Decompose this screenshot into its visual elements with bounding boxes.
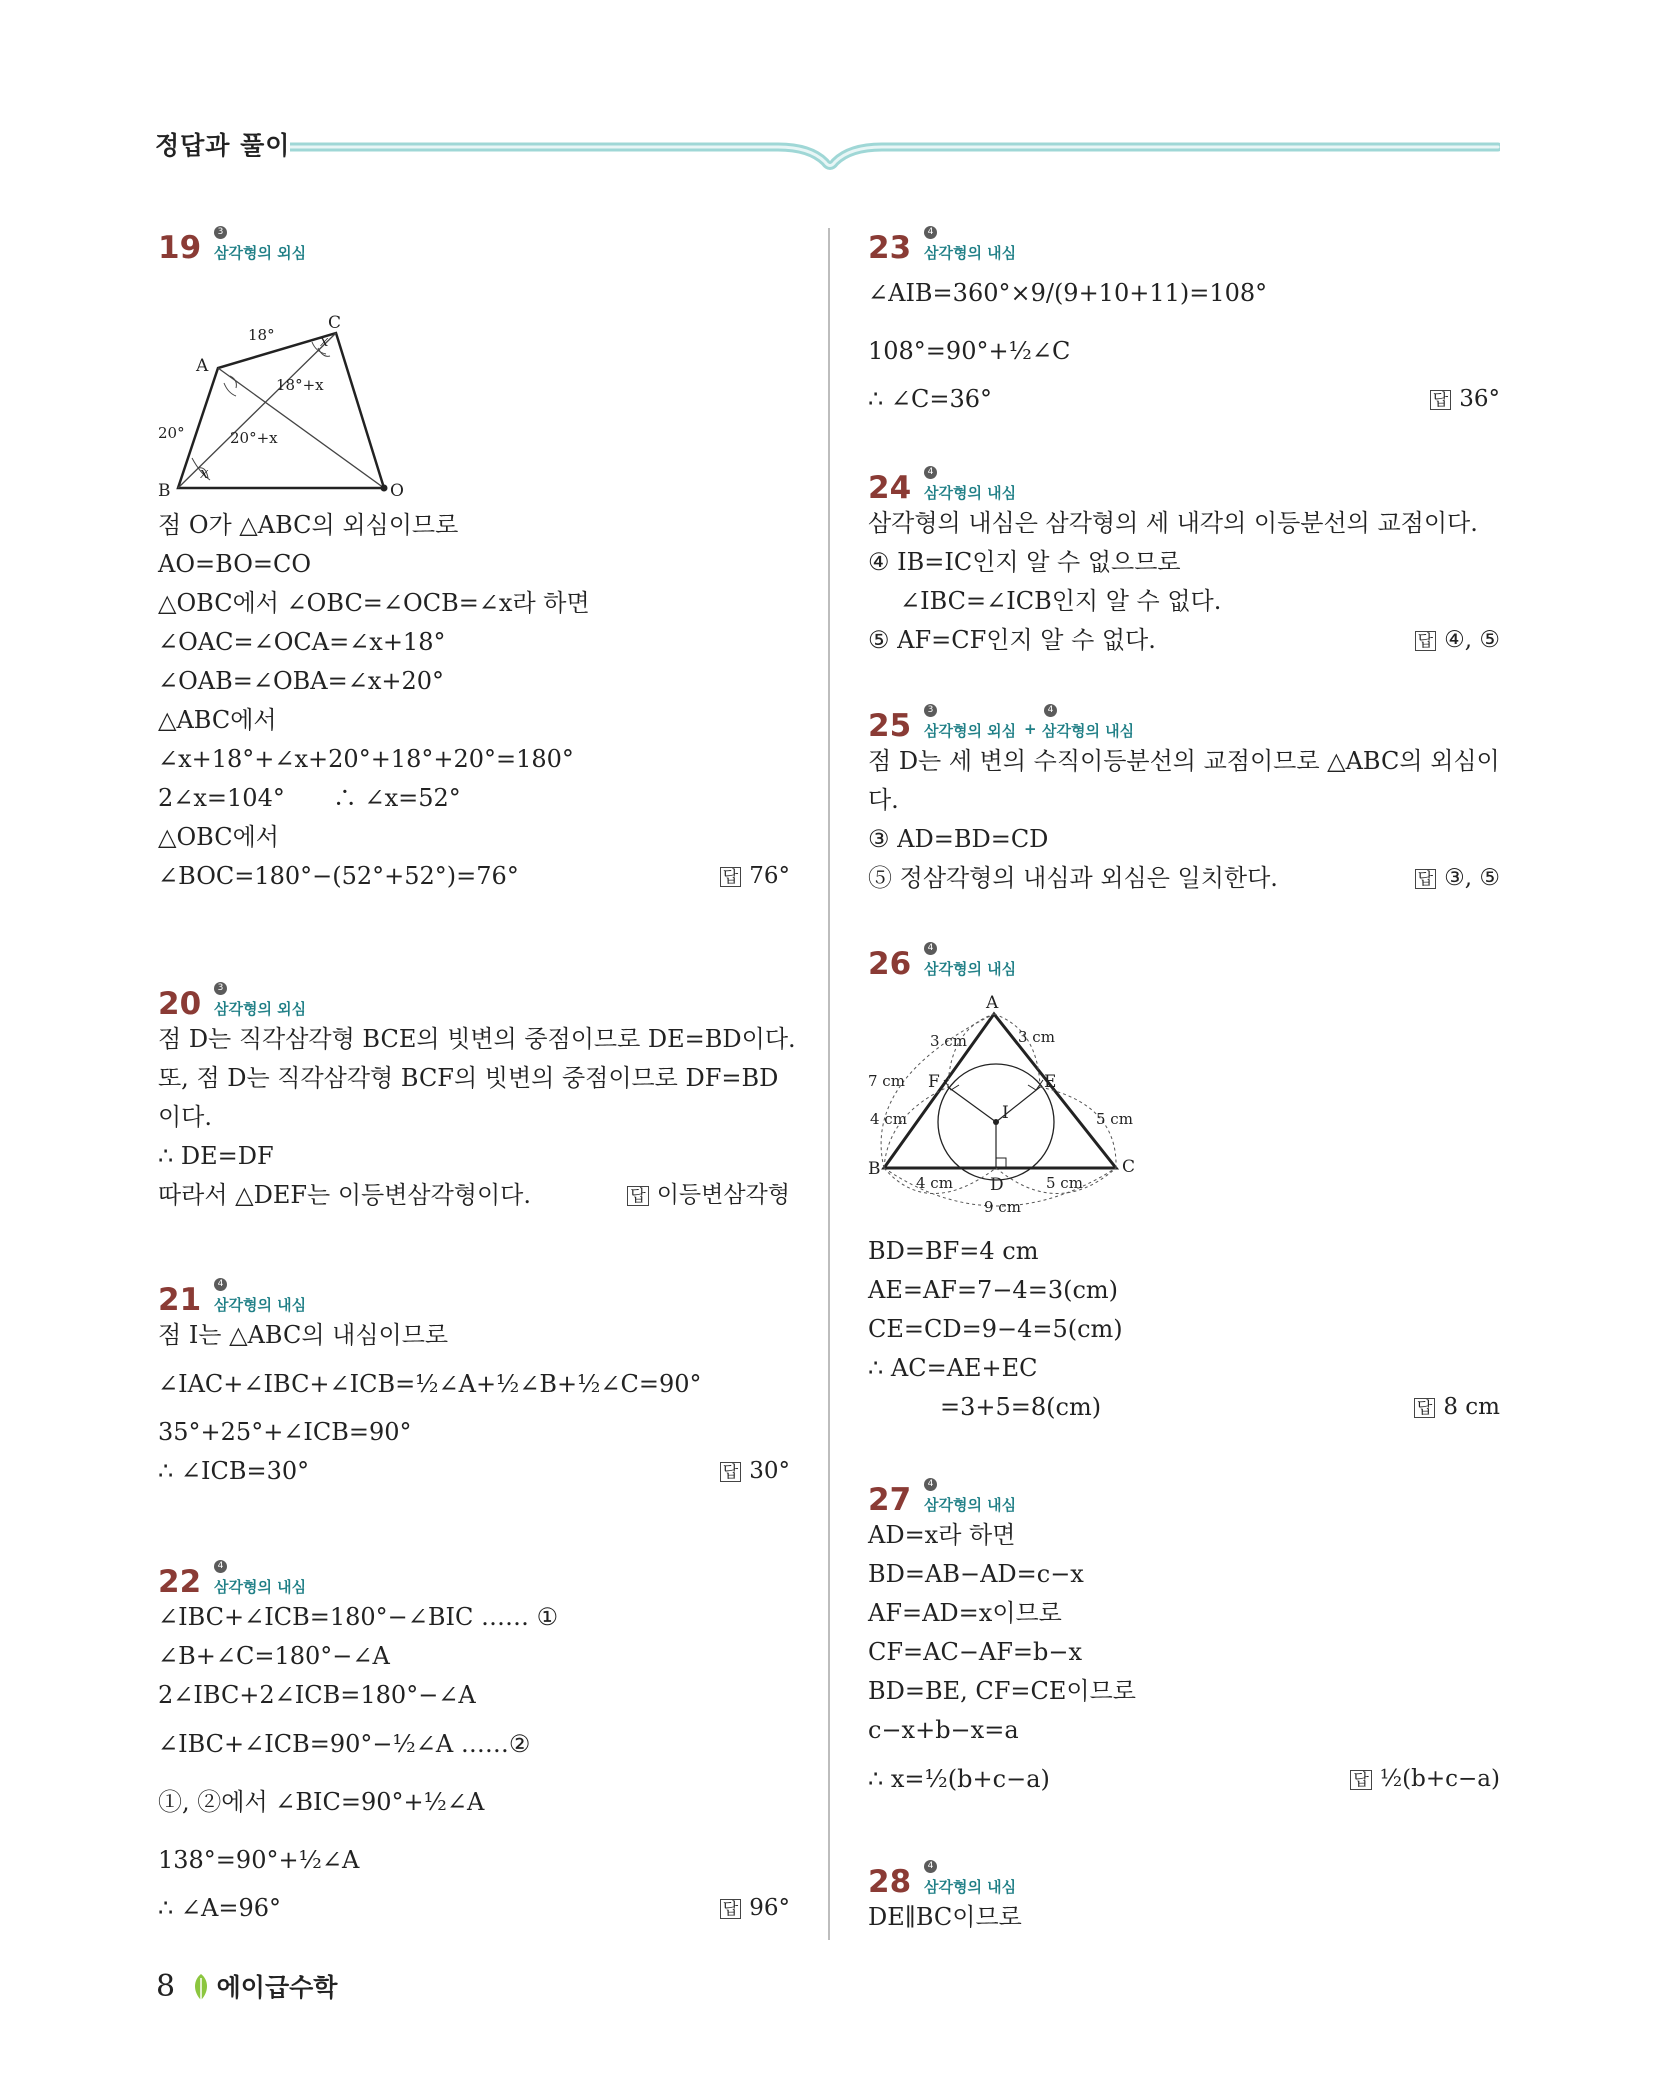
- solution-line: 점 I는 △ABC의 내심이므로: [158, 1321, 449, 1349]
- vertex-label-f: F: [928, 1072, 940, 1092]
- solution-line: ∠B+∠C=180°−∠A: [158, 1642, 390, 1670]
- length-label: 5 cm: [1046, 1174, 1083, 1192]
- solution-line-final: [158, 1889, 790, 1928]
- solution-line: ∠AIB=360°×9/(9+10+11)=108°: [868, 279, 1268, 307]
- topic-label: 삼각형의 내심: [214, 1578, 307, 1596]
- problem-22: [158, 1560, 790, 1928]
- solution-line: 2∠x=104° ∴ ∠x=52°: [158, 784, 461, 812]
- length-label: 3 cm: [930, 1032, 967, 1050]
- difficulty-badge: 4: [214, 1278, 227, 1291]
- difficulty-badge: 4: [924, 1860, 937, 1873]
- answer-mark: 답: [1414, 1398, 1435, 1418]
- length-label: 3 cm: [1018, 1028, 1055, 1046]
- answer-mark: 답: [720, 1462, 741, 1482]
- answer-value: 이등변삼각형: [656, 1182, 790, 1208]
- solution-line: AD=x라 하면: [868, 1521, 1016, 1549]
- difficulty-badge: 3: [924, 704, 937, 717]
- problem-number: 21: [158, 1282, 202, 1318]
- problem-number: 24: [868, 470, 912, 506]
- problem-25: [868, 704, 1500, 898]
- problem-number: 23: [868, 230, 912, 266]
- solution-line-final: [868, 1750, 1500, 1808]
- answer-mark: 답: [720, 1899, 741, 1919]
- topic-label: 삼각형의 외심: [924, 722, 1017, 740]
- solution-line: ∴ ∠ICB=30°: [158, 1457, 310, 1485]
- solution-line: ∴ ∠C=36°: [868, 385, 993, 413]
- topic-label: 삼각형의 내심: [1042, 722, 1135, 740]
- answer: [720, 1452, 790, 1491]
- answer-value: 30°: [749, 1458, 790, 1484]
- answer: [1415, 859, 1500, 898]
- answer-value: ½(b+c−a): [1379, 1766, 1500, 1792]
- vertex-label-d: D: [990, 1175, 1004, 1195]
- solution-line-final: [868, 621, 1500, 660]
- length-label: 4 cm: [870, 1110, 907, 1128]
- problem-21: [158, 1278, 790, 1491]
- solution-line: ∠BOC=180°−(52°+52°)=76°: [158, 862, 519, 890]
- vertex-label-e: E: [1044, 1072, 1057, 1092]
- page-header-title: 정답과 풀이: [155, 131, 291, 160]
- vertex-label-c: C: [328, 313, 342, 333]
- solution-line: 다.: [868, 786, 899, 814]
- length-label: 4 cm: [916, 1174, 953, 1192]
- incenter-triangle-diagram: [868, 984, 1168, 1224]
- problem-number: 19: [158, 230, 202, 266]
- solution-line: 점 D는 직각삼각형 BCE의 빗변의 중점이므로 DE=BD이다.: [158, 1025, 796, 1053]
- solution-line: ⑤ 정삼각형의 내심과 외심은 일치한다.: [868, 864, 1278, 892]
- answer-value: 76°: [749, 863, 790, 889]
- difficulty-badge: 4: [924, 1478, 937, 1491]
- difficulty-badge: 4: [1044, 704, 1057, 717]
- answer-value: ③, ⑤: [1444, 865, 1500, 891]
- vertex-label-c: C: [1122, 1157, 1136, 1177]
- difficulty-badge: 4: [214, 1560, 227, 1573]
- solution-line: ∠OAB=∠OBA=∠x+20°: [158, 667, 445, 695]
- solution-line: 점 O가 △ABC의 외심이므로: [158, 511, 459, 539]
- solution-line: ∠IBC+∠ICB=180°−∠BIC …… ①: [158, 1603, 559, 1631]
- header-wave-decoration: [290, 122, 1500, 182]
- solution-line: ∴ DE=DF: [158, 1142, 274, 1170]
- vertex-label-a: A: [986, 993, 999, 1013]
- vertex-label-o: O: [390, 481, 404, 498]
- solution-line: CE=CD=9−4=5(cm): [868, 1315, 1123, 1343]
- difficulty-badge: 3: [214, 982, 227, 995]
- problem-number: 20: [158, 986, 202, 1022]
- answer-mark: 답: [1415, 869, 1436, 889]
- problem-28: [868, 1860, 1500, 1937]
- answer-value: 96°: [749, 1895, 790, 1921]
- difficulty-badge: 3: [214, 226, 227, 239]
- vertex-label-b: B: [158, 481, 171, 498]
- solution-line: ∴ AC=AE+EC: [868, 1354, 1038, 1382]
- topic-label: 삼각형의 내심: [924, 1496, 1017, 1514]
- leaf-icon: [190, 1972, 212, 2002]
- problem-27: [868, 1478, 1500, 1808]
- answer: [1430, 380, 1500, 419]
- vertex-label-a: A: [196, 356, 209, 376]
- solution-line: ④ IB=IC인지 알 수 없으므로: [868, 548, 1181, 576]
- answer: [1415, 621, 1500, 660]
- topic-label: 삼각형의 내심: [924, 1878, 1017, 1896]
- solution-line: ∠x+18°+∠x+20°+18°+20°=180°: [158, 745, 574, 773]
- solution-line: △OBC에서: [158, 823, 279, 851]
- solution-line: ∴ x=½(b+c−a): [868, 1765, 1050, 1793]
- length-label: 7 cm: [868, 1072, 905, 1090]
- topic-label: 삼각형의 내심: [924, 960, 1017, 978]
- solution-line: △OBC에서 ∠OBC=∠OCB=∠x라 하면: [158, 589, 590, 617]
- angle-label: 20°+x: [230, 429, 278, 447]
- solution-line: ∠IBC=∠ICB인지 알 수 없다.: [900, 587, 1222, 615]
- vertex-label-b: B: [868, 1159, 881, 1179]
- page-footer: [156, 1968, 337, 2004]
- answer: [720, 1889, 790, 1928]
- solution-line-final: [158, 1176, 790, 1215]
- length-label: 9 cm: [984, 1198, 1021, 1216]
- solution-line: 이다.: [158, 1103, 212, 1131]
- problem-number: 27: [868, 1482, 912, 1518]
- angle-label: 20°: [158, 424, 185, 442]
- problem-number: 25: [868, 708, 912, 744]
- length-label: 5 cm: [1096, 1110, 1133, 1128]
- problem-19: [158, 226, 790, 896]
- solution-line: ∠IBC+∠ICB=90°−½∠A ……②: [158, 1730, 531, 1758]
- answer-mark: 답: [720, 867, 741, 887]
- answer-mark: 답: [627, 1186, 648, 1206]
- page-number: 8: [156, 1969, 176, 2004]
- solution-line-final: [868, 380, 1500, 419]
- solution-line: AE=AF=7−4=3(cm): [868, 1276, 1119, 1304]
- solution-line: 삼각형의 내심은 삼각형의 세 내각의 이등분선의 교점이다.: [868, 509, 1478, 537]
- answer-value: ④, ⑤: [1444, 627, 1500, 653]
- brand-name: 에이급수학: [216, 1973, 338, 2002]
- answer-mark: 답: [1415, 631, 1436, 651]
- problem-23: [868, 226, 1500, 419]
- topic-label: 삼각형의 내심: [924, 244, 1017, 262]
- column-divider: [828, 228, 830, 1940]
- angle-label: x: [200, 464, 209, 482]
- topic-label: 삼각형의 내심: [924, 484, 1017, 502]
- solution-line: AO=BO=CO: [158, 550, 312, 578]
- solution-line: 점 D는 세 변의 수직이등분선의 교점이므로 △ABC의 외심이: [868, 747, 1500, 775]
- answer: [627, 1176, 790, 1215]
- solution-line: ∠IAC+∠IBC+∠ICB=½∠A+½∠B+½∠C=90°: [158, 1370, 702, 1398]
- answer: [720, 857, 790, 896]
- answer-value: 36°: [1459, 386, 1500, 412]
- problem-number: 28: [868, 1864, 912, 1900]
- solution-line: BD=AB−AD=c−x: [868, 1560, 1084, 1588]
- solution-line: AF=AD=x이므로: [868, 1599, 1062, 1627]
- solution-line: ①, ②에서 ∠BIC=90°+½∠A: [158, 1788, 485, 1816]
- solution-line: CF=AC−AF=b−x: [868, 1638, 1083, 1666]
- solution-line: 따라서 △DEF는 이등변삼각형이다.: [158, 1181, 531, 1209]
- topic-label: 삼각형의 외심: [214, 244, 307, 262]
- solution-line: 138°=90°+½∠A: [158, 1846, 360, 1874]
- angle-label: 18°: [248, 326, 275, 344]
- problem-26: [868, 942, 1500, 1427]
- problem-24: [868, 466, 1500, 660]
- solution-line: =3+5=8(cm): [940, 1393, 1102, 1421]
- solution-line: ∴ ∠A=96°: [158, 1894, 281, 1922]
- solution-line: 35°+25°+∠ICB=90°: [158, 1418, 412, 1446]
- problem-number: 22: [158, 1564, 202, 1600]
- solution-line: ∠OAC=∠OCA=∠x+18°: [158, 628, 446, 656]
- angle-label: 18°+x: [276, 376, 324, 394]
- answer: [1350, 1750, 1500, 1808]
- solution-line: 2∠IBC+2∠ICB=180°−∠A: [158, 1681, 476, 1709]
- circumcenter-triangle-diagram: [158, 268, 418, 498]
- solution-line: c−x+b−x=a: [868, 1716, 1019, 1744]
- solution-line: △ABC에서: [158, 706, 277, 734]
- solution-line-final: [158, 1452, 790, 1491]
- solution-line-final: [158, 857, 790, 896]
- solution-line: BD=BE, CF=CE이므로: [868, 1677, 1136, 1705]
- topic-label: 삼각형의 외심: [214, 1000, 307, 1018]
- solution-line: 또, 점 D는 직각삼각형 BCF의 빗변의 중점이므로 DF=BD: [158, 1064, 779, 1092]
- topic-plus: +: [1024, 720, 1037, 738]
- solution-line: 108°=90°+½∠C: [868, 337, 1071, 365]
- problem-number: 26: [868, 946, 912, 982]
- angle-label: x: [320, 332, 329, 350]
- solution-line: ③ AD=BD=CD: [868, 825, 1049, 853]
- answer-mark: 답: [1350, 1770, 1371, 1790]
- incenter-label-i: I: [1002, 1103, 1009, 1123]
- solution-line: BD=BF=4 cm: [868, 1237, 1039, 1265]
- answer: [1414, 1388, 1500, 1427]
- solution-line: ⑤ AF=CF인지 알 수 없다.: [868, 626, 1156, 654]
- problem-20: [158, 982, 796, 1215]
- solution-line-final: [868, 1388, 1500, 1427]
- solution-line-final: [868, 859, 1500, 898]
- difficulty-badge: 4: [924, 942, 937, 955]
- solution-line: DE∥BC이므로: [868, 1903, 1022, 1931]
- topic-label: 삼각형의 내심: [214, 1296, 307, 1314]
- answer-value: 8 cm: [1443, 1394, 1500, 1420]
- difficulty-badge: 4: [924, 226, 937, 239]
- difficulty-badge: 4: [924, 466, 937, 479]
- answer-mark: 답: [1430, 390, 1451, 410]
